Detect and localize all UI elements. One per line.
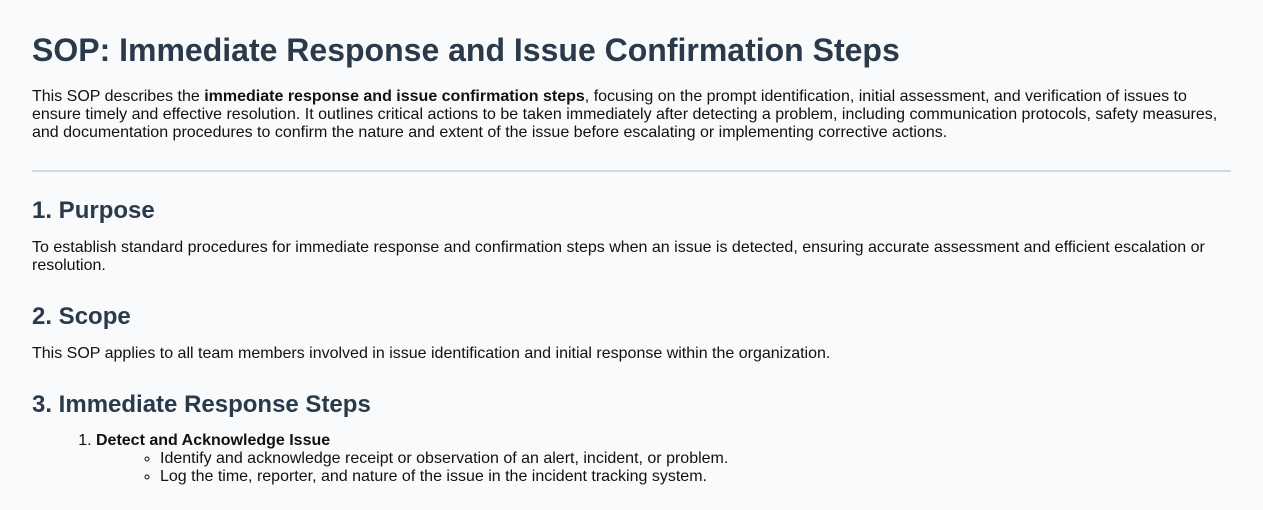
step-bullets — [96, 450, 1231, 486]
scope-text: This SOP applies to all team members involved in issue identification and initial response within the organization. — [32, 345, 831, 362]
intro-paragraph — [32, 88, 1227, 142]
purpose-heading: 1. Purpose — [32, 197, 155, 224]
step-item — [96, 432, 1231, 486]
steps-heading: 3. Immediate Response Steps — [32, 391, 371, 418]
purpose-text: To establish standard procedures for immediate response and confirmation steps when an issue is detected, ensuring accurate assessment and efficient escalation or resolution. — [32, 239, 1205, 274]
step-title: Detect and Acknowledge Issue — [96, 432, 331, 449]
intro-text-before: This SOP describes the — [32, 88, 205, 105]
section-divider — [32, 170, 1231, 172]
steps-list — [32, 432, 1231, 486]
scope-heading: 2. Scope — [32, 303, 131, 330]
intro-text-after: , focusing on the prompt identification, initial assessment, and verification of issues to ensure timely and effective resolution. It outlines critical actions to be taken immediately after detecting a problem, including communication protocols, safety measures, and documentation procedures to confirm the nature and extent of the issue before escalating or implementing corrective actions. — [32, 88, 1218, 141]
step-bullet: ◦ Log the time, reporter, and nature of the issue in the incident tracking system. — [160, 468, 1231, 486]
intro-emphasis: immediate response and issue confirmation steps — [204, 88, 585, 105]
page-title: SOP: Immediate Response and Issue Confirmation Steps — [32, 32, 900, 68]
step-bullet: ◦ Identify and acknowledge receipt or observation of an alert, incident, or problem. — [160, 450, 1231, 468]
